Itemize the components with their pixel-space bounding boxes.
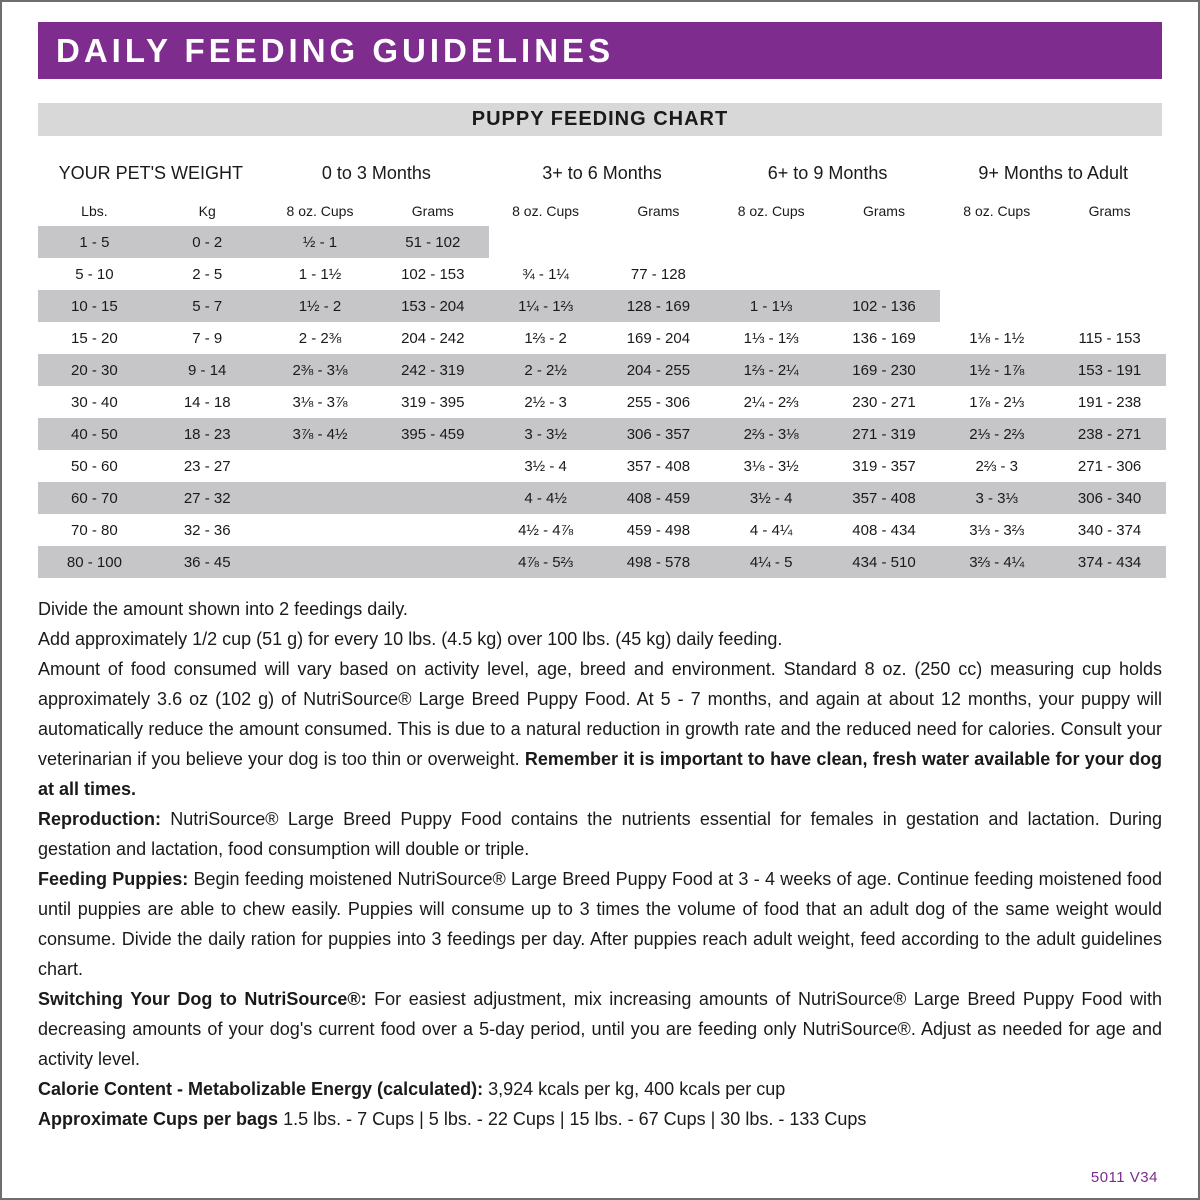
- table-cell: 242 - 319: [376, 354, 489, 386]
- table-cell: 319 - 395: [401, 393, 465, 411]
- table-cell: 204 - 242: [401, 329, 465, 347]
- table-cell: [940, 258, 1053, 290]
- table-cell: [376, 482, 489, 514]
- table-cell: 0 - 2: [151, 226, 264, 258]
- note-paragraph: [38, 804, 1162, 864]
- table-row: [38, 322, 1166, 354]
- table-cell: 306 - 357: [602, 418, 715, 450]
- table-cell: ¾ - 1¼: [522, 265, 569, 283]
- table-cell: [828, 226, 941, 258]
- table-cell: 1⅛ - 1½: [969, 329, 1025, 347]
- table-cell: 459 - 498: [626, 521, 691, 539]
- column-subheader: 8 oz. Cups: [963, 203, 1031, 219]
- note-paragraph: [38, 624, 1162, 654]
- table-cell: ½ - 1: [264, 226, 377, 258]
- column-group-header: 0 to 3 Months: [321, 162, 431, 183]
- column-subheader: Kg: [198, 203, 216, 219]
- note-bold-text: Calorie Content - Metabolizable Energy (calculated):: [38, 1079, 489, 1099]
- note-paragraph: [38, 654, 1162, 804]
- table-cell: 3½ - 4: [524, 457, 567, 475]
- note-text: Amount of food consumed will vary based on activity level, age, breed and environment. Standard 8 oz. (250 cc) measuring cup holds approximately 3.6 oz (102 g) of NutriSource® Large Breed Puppy Food. At 5 - 7 months, and again at about 12 months, your puppy will automatically reduce the amount consumed. This is due to a natural reduction in growth rate and the reduced need for calories. Consult your veterinarian if you believe your dog is too thin or overweight.: [38, 659, 1162, 769]
- table-cell: 340 - 374: [1077, 521, 1142, 539]
- note-paragraph: [38, 1074, 1162, 1104]
- note-paragraph: [38, 864, 1162, 984]
- table-cell: 3⅞ - 4½: [264, 418, 377, 450]
- table-row: [38, 258, 1166, 290]
- table-cell: 169 - 230: [828, 354, 941, 386]
- table-cell: 1⅔ - 2¼: [715, 354, 828, 386]
- column-group-header: 3+ to 6 Months: [542, 162, 662, 183]
- table-cell: [264, 514, 377, 546]
- table-cell: 1 - 1⅓: [715, 290, 828, 322]
- table-cell: [489, 226, 602, 258]
- table-cell: 3⅛ - 3½: [743, 457, 799, 475]
- table-cell: 14 - 18: [183, 393, 231, 411]
- table-cell: 408 - 434: [852, 521, 916, 539]
- table-cell: 9 - 14: [151, 354, 264, 386]
- note-bold-text: Switching Your Dog to NutriSource®:: [38, 989, 375, 1009]
- table-cell: [264, 482, 377, 514]
- table-cell: 153 - 191: [1053, 354, 1166, 386]
- column-group-header: YOUR PET'S WEIGHT: [58, 162, 244, 183]
- table-cell: 102 - 136: [828, 290, 941, 322]
- table-cell: 153 - 204: [376, 290, 489, 322]
- table-cell: 77 - 128: [630, 265, 686, 283]
- table-cell: 1⅞ - 2⅓: [969, 393, 1025, 411]
- table-cell: 3 - 3½: [489, 418, 602, 450]
- table-cell: 23 - 27: [183, 457, 231, 475]
- table-cell: 27 - 32: [151, 482, 264, 514]
- header-bar: [38, 22, 1162, 79]
- footer-code: 5011 V34: [1090, 1169, 1158, 1186]
- table-cell: 5 - 7: [151, 290, 264, 322]
- table-header: [38, 150, 1166, 226]
- table-cell: 319 - 357: [852, 457, 916, 475]
- table-cell: 2 - 5: [192, 265, 223, 283]
- table-cell: 191 - 238: [1077, 393, 1142, 411]
- note-bold-text: Reproduction:: [38, 809, 171, 829]
- table-cell: 1 - 1½: [298, 265, 342, 283]
- table-cell: 374 - 434: [1053, 546, 1166, 578]
- puppy-feeding-table: [38, 150, 1166, 578]
- note-text: For easiest adjustment, mix increasing amounts of NutriSource® Large Breed Puppy Food with decreasing amounts of your dog's current food over a 5-day period, until you are feeding only NutriSource®. Adjust as needed for age and activity level.: [38, 989, 1162, 1069]
- column-subheader: Grams: [411, 203, 454, 219]
- table-cell: 271 - 319: [828, 418, 941, 450]
- column-subheader: 8 oz. Cups: [512, 203, 580, 219]
- table-row: [38, 290, 1166, 322]
- table-cell: 4 - 4½: [489, 482, 602, 514]
- column-subheader: Grams: [862, 203, 905, 219]
- table-cell: 1 - 5: [38, 226, 151, 258]
- table-cell: 30 - 40: [71, 393, 118, 411]
- note-text: Divide the amount shown into 2 feedings daily.: [38, 599, 408, 619]
- note-bold-text: Remember it is important to have clean, fresh water available for your dog at all times.: [38, 749, 1162, 799]
- table-cell: 1½ - 2: [264, 290, 377, 322]
- note-paragraph: [38, 984, 1162, 1074]
- table-row: [38, 546, 1166, 578]
- table-cell: 60 - 70: [38, 482, 151, 514]
- note-paragraph: [38, 1104, 1162, 1134]
- column-group-header: 6+ to 9 Months: [767, 162, 888, 183]
- column-group-header: 9+ Months to Adult: [978, 162, 1128, 183]
- table-cell: 102 - 153: [401, 265, 465, 283]
- table-cell: [264, 546, 377, 578]
- table-cell: [1053, 290, 1166, 322]
- table-cell: 32 - 36: [183, 521, 231, 539]
- table-cell: [376, 546, 489, 578]
- table-cell: 4 - 4¼: [749, 521, 793, 539]
- table-cell: 271 - 306: [1077, 457, 1142, 475]
- table-row: [38, 450, 1166, 482]
- column-subheader: 8 oz. Cups: [286, 203, 354, 219]
- chart-title: PUPPY FEEDING CHART: [471, 108, 729, 130]
- table-cell: [1053, 258, 1166, 290]
- note-paragraph: [38, 594, 1162, 624]
- table-cell: 15 - 20: [71, 329, 118, 347]
- note-text: Begin feeding moistened NutriSource® Large Breed Puppy Food at 3 - 4 weeks of age. Continue feeding moistened food until puppies are able to chew easily. Puppies will consume up to 3 times the volume of food that an adult dog of the same weight would consume. Divide the daily ration for puppies into 3 feedings per day. After puppies reach adult weight, feed according to the adult guidelines chart.: [38, 869, 1162, 979]
- table-cell: 80 - 100: [38, 546, 151, 578]
- table-cell: 1⅔ - 2: [524, 329, 567, 347]
- table-cell: 128 - 169: [602, 290, 715, 322]
- table-cell: 408 - 459: [602, 482, 715, 514]
- table-cell: [715, 226, 828, 258]
- table-cell: 3⅛ - 3⅞: [292, 393, 348, 411]
- table-cell: [940, 226, 1053, 258]
- table-cell: 238 - 271: [1053, 418, 1166, 450]
- column-subheader: Grams: [1088, 203, 1131, 219]
- table-cell: 3½ - 4: [715, 482, 828, 514]
- table-cell: 136 - 169: [852, 329, 916, 347]
- table-cell: 50 - 60: [71, 457, 118, 475]
- table-row: [38, 226, 1166, 258]
- table-cell: 51 - 102: [376, 226, 489, 258]
- table-cell: [602, 226, 715, 258]
- table-cell: 5 - 10: [75, 265, 114, 283]
- table-group-header-row: [38, 150, 1166, 196]
- table-cell: 230 - 271: [852, 393, 916, 411]
- table-cell: 169 - 204: [626, 329, 691, 347]
- table-row: [38, 514, 1166, 546]
- table-cell: 204 - 255: [602, 354, 715, 386]
- table-row: [38, 418, 1166, 450]
- table-cell: 3⅔ - 4¼: [940, 546, 1053, 578]
- page-title: DAILY FEEDING GUIDELINES: [56, 31, 615, 69]
- table-row: [38, 354, 1166, 386]
- table-row: [38, 482, 1166, 514]
- table-cell: 4⅞ - 5⅔: [489, 546, 602, 578]
- table-cell: [940, 290, 1053, 322]
- table-cell: 115 - 153: [1078, 329, 1141, 347]
- table-cell: 2½ - 3: [524, 393, 567, 411]
- table-cell: 2¼ - 2⅔: [743, 393, 799, 411]
- table-cell: 20 - 30: [38, 354, 151, 386]
- table-cell: 3 - 3⅓: [940, 482, 1053, 514]
- note-bold-text: Approximate Cups per bags: [38, 1109, 284, 1129]
- table-cell: [1053, 226, 1166, 258]
- table-cell: [828, 258, 941, 290]
- table-body: [38, 226, 1166, 578]
- notes-section: [38, 594, 1162, 1134]
- table-cell: 306 - 340: [1053, 482, 1166, 514]
- table-subheader-row: [38, 196, 1166, 226]
- column-subheader: Lbs.: [81, 203, 108, 219]
- table-cell: [376, 514, 489, 546]
- chart-title-bar: [38, 103, 1162, 136]
- table-cell: 18 - 23: [151, 418, 264, 450]
- table-cell: 1½ - 1⅞: [940, 354, 1053, 386]
- table-cell: 357 - 408: [626, 457, 691, 475]
- table-cell: 357 - 408: [828, 482, 941, 514]
- note-text: 1.5 lbs. - 7 Cups | 5 lbs. - 22 Cups | 15 lbs. - 67 Cups | 30 lbs. - 133 Cups: [283, 1109, 867, 1129]
- table-cell: 434 - 510: [828, 546, 941, 578]
- table-cell: 10 - 15: [38, 290, 151, 322]
- table-cell: 4½ - 4⅞: [518, 521, 574, 539]
- note-text: NutriSource® Large Breed Puppy Food contains the nutrients essential for females in gestation and lactation. During gestation and lactation, food consumption will double or triple.: [38, 809, 1162, 859]
- table-cell: 2⅓ - 2⅔: [940, 418, 1053, 450]
- table-row: [38, 386, 1166, 418]
- table-cell: 255 - 306: [626, 393, 691, 411]
- table-cell: 4¼ - 5: [715, 546, 828, 578]
- column-subheader: Grams: [637, 203, 680, 219]
- table-cell: 498 - 578: [602, 546, 715, 578]
- table-cell: 2⅜ - 3⅛: [264, 354, 377, 386]
- table-cell: 1¼ - 1⅔: [489, 290, 602, 322]
- table-cell: 2 - 2½: [489, 354, 602, 386]
- table-cell: 70 - 80: [71, 521, 118, 539]
- table-cell: 36 - 45: [151, 546, 264, 578]
- table-cell: 395 - 459: [376, 418, 489, 450]
- table-cell: 2⅔ - 3⅛: [715, 418, 828, 450]
- table-cell: 3⅓ - 3⅔: [969, 521, 1025, 539]
- table-cell: [264, 450, 377, 482]
- table-cell: 2⅔ - 3: [975, 457, 1019, 475]
- table-cell: 40 - 50: [38, 418, 151, 450]
- table-cell: 7 - 9: [192, 329, 223, 347]
- table-cell: 2 - 2⅜: [298, 329, 342, 347]
- note-text: 3,924 kcals per kg, 400 kcals per cup: [488, 1079, 786, 1099]
- column-subheader: 8 oz. Cups: [737, 203, 805, 219]
- table-cell: [715, 258, 828, 290]
- table-cell: 1⅓ - 1⅔: [743, 329, 799, 347]
- note-text: Add approximately 1/2 cup (51 g) for every 10 lbs. (4.5 kg) over 100 lbs. (45 kg) daily feeding.: [38, 629, 783, 649]
- table-cell: [376, 450, 489, 482]
- note-bold-text: Feeding Puppies:: [38, 869, 194, 889]
